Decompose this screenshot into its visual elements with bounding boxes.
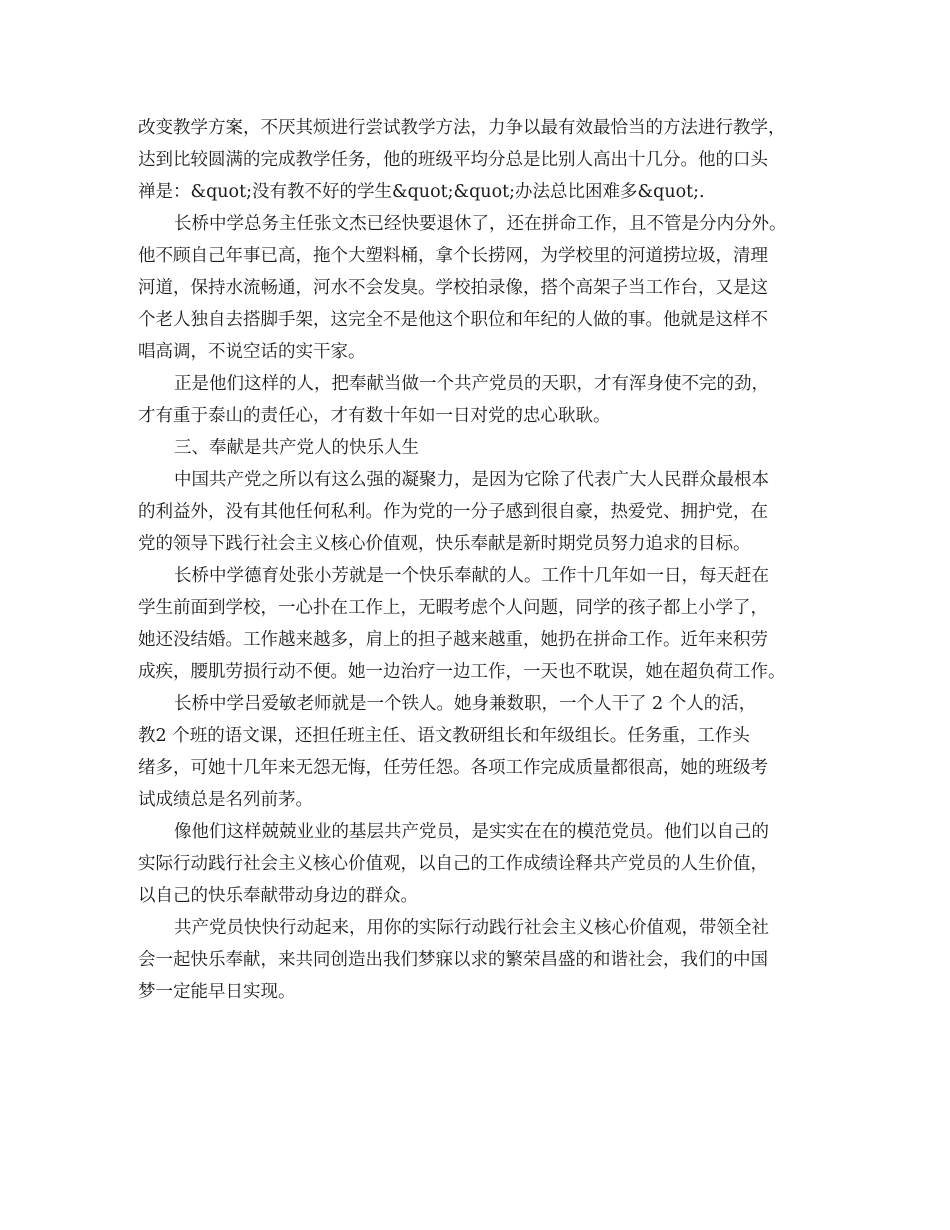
section-heading-text: 三、奉献是共产党人的快乐人生	[174, 438, 419, 458]
paragraph	[138, 464, 828, 560]
text-line: 会一起快乐奉献，来共同创造出我们梦寐以求的繁荣昌盛的和谐社会，我们的中国	[138, 950, 768, 970]
text-line: 实际行动践行社会主义核心价值观，以自己的工作成绩诠释共产党员的人生价值，	[138, 854, 768, 874]
text-line: 梦一定能早日实现。	[138, 982, 296, 1002]
paragraph	[138, 368, 828, 432]
paragraph	[138, 816, 828, 912]
text-line: 改变教学方案，不厌其烦进行尝试教学方法，力争以最有效最恰当的方法进行教学，	[138, 118, 786, 138]
text-line: 她还没结婚。工作越来越多，肩上的担子越来越重，她扔在拼命工作。近年来积劳	[138, 630, 768, 650]
text-line: 中国共产党之所以有这么强的凝聚力，是因为它除了代表广大人民群众最根本	[174, 470, 769, 490]
text-line: 达到比较圆满的完成教学任务，他的班级平均分总是比别人高出十几分。他的口头	[138, 150, 768, 170]
text-line: 禅是：&quot;没有教不好的学生&quot;&quot;办法总比困难多&quot;.	[138, 182, 705, 202]
text-line: 试成绩总是名列前茅。	[138, 790, 313, 810]
paragraph	[138, 112, 828, 208]
paragraph	[138, 688, 828, 816]
text-line: 正是他们这样的人，把奉献当做一个共产党员的天职，才有浑身使不完的劲，	[174, 374, 769, 394]
text-line: 以自己的快乐奉献带动身边的群众。	[138, 886, 418, 906]
text-line: 才有重于泰山的责任心，才有数十年如一日对党的忠心耿耿。	[138, 406, 611, 426]
text-line: 唱高调，不说空话的实干家。	[138, 342, 366, 362]
document-body	[138, 112, 828, 1008]
text-line: 党的领导下践行社会主义核心价值观，快乐奉献是新时期党员努力追求的目标。	[138, 534, 751, 554]
paragraph	[138, 912, 828, 1008]
text-line: 个老人独自去搭脚手架，这完全不是他这个职位和年纪的人做的事。他就是这样不	[138, 310, 768, 330]
text-line: 他不顾自己年事已高，拖个大塑料桶，拿个长捞网，为学校里的河道捞垃圾，清理	[138, 246, 768, 266]
text-line: 的利益外，没有其他任何私利。作为党的一分子感到很自豪，热爱党、拥护党，在	[138, 502, 768, 522]
text-line: 共产党员快快行动起来，用你的实际行动践行社会主义核心价值观，带领全社	[174, 918, 769, 938]
text-line: 长桥中学吕爱敏老师就是一个铁人。她身兼数职，一个人干了 2 个人的活，	[174, 694, 757, 714]
section-heading	[138, 432, 828, 464]
text-line: 河道，保持水流畅通，河水不会发臭。学校拍录像，搭个高架子当工作台，又是这	[138, 278, 768, 298]
text-line: 教2 个班的语文课，还担任班主任、语文教研组长和年级组长。任务重，工作头	[138, 726, 750, 746]
text-line: 长桥中学总务主任张文杰已经快要退休了，还在拼命工作，且不管是分内分外。	[174, 214, 787, 234]
text-line: 学生前面到学校，一心扑在工作上，无暇考虑个人问题，同学的孩子都上小学了，	[138, 598, 768, 618]
paragraph	[138, 208, 828, 368]
paragraph	[138, 560, 828, 688]
text-line: 长桥中学德育处张小芳就是一个快乐奉献的人。工作十几年如一日，每天赶在	[174, 566, 769, 586]
text-line: 绪多，可她十几年来无怨无悔，任劳任怨。各项工作完成质量都很高，她的班级考	[138, 758, 768, 778]
text-line: 成疾，腰肌劳损行动不便。她一边治疗一边工作，一天也不耽误，她在超负荷工作。	[138, 662, 786, 682]
text-line: 像他们这样兢兢业业的基层共产党员，是实实在在的模范党员。他们以自己的	[174, 822, 769, 842]
